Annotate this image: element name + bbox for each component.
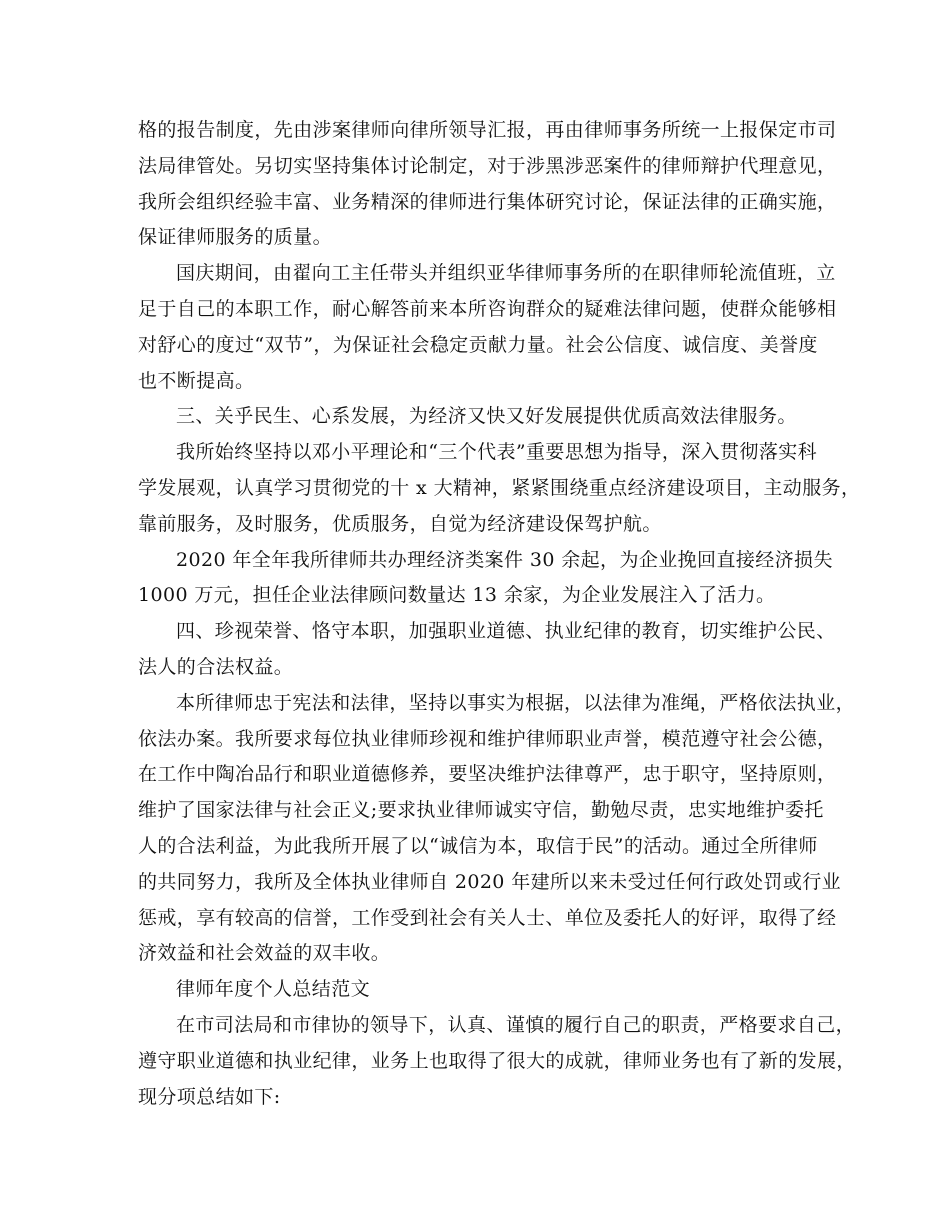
text-line: 学发展观，认真学习贯彻党的十 x 大精神，紧紧围绕重点经济建设项目，主动服务，	[138, 476, 861, 499]
text-line: 靠前服务，及时服务，优质服务，自觉为经济建设保驾护航。	[138, 512, 662, 535]
text-line: 的共同努力，我所及全体执业律师自 2020 年建所以来未受过任何行政处罚或行业	[138, 870, 842, 893]
text-line: 我所始终坚持以邓小平理论和“三个代表”重要思想为指导，深入贯彻落实科	[176, 441, 818, 464]
text-line: 本所律师忠于宪法和法律，坚持以事实为根据，以法律为准绳，严格依法执业，	[176, 691, 856, 714]
text-line: 格的报告制度，先由涉案律师向律所领导汇报，再由律师事务所统一上报保定市司	[138, 119, 837, 141]
text-line: 遵守职业道德和执业纪律，业务上也取得了很大的成就，律师业务也有了新的发展，	[138, 1049, 856, 1072]
text-line: 2020 年全年我所律师共办理经济类案件 30 余起，为企业挽回直接经济损失	[176, 548, 833, 571]
text-line: 足于自己的本职工作，耐心解答前来本所咨询群众的疑难法律问题，使群众能够相	[138, 297, 837, 320]
section-heading: 三、关乎民生、心系发展，为经济又快又好发展提供优质高效法律服务。	[176, 405, 797, 428]
text-line: 我所会组织经验丰富、业务精深的律师进行集体研究讨论，保证法律的正确实施，	[138, 190, 837, 213]
section-heading-continuation: 法人的合法权益。	[138, 655, 294, 678]
text-line: 人的合法利益，为此我所开展了以“诚信为本，取信于民”的活动。通过全所律师	[138, 834, 818, 857]
text-line: 现分项总结如下:	[138, 1085, 281, 1108]
text-line: 也不断提高。	[138, 369, 255, 392]
text-line: 法局律管处。另切实坚持集体讨论制定，对于涉黑涉恶案件的律师辩护代理意见，	[138, 154, 837, 177]
text-line: 保证律师服务的质量。	[138, 226, 333, 249]
document-body	[138, 113, 861, 1115]
text-line: 在市司法局和市律协的领导下，认真、谨慎的履行自己的职责，严格要求自己，	[176, 1013, 856, 1036]
text-line: 依法办案。我所要求每位执业律师珍视和维护律师职业声誉，模范遵守社会公德，	[138, 727, 837, 750]
text-line: 1000 万元，担任企业法律顾问数量达 13 余家，为企业发展注入了活力。	[138, 584, 776, 607]
text-line: 惩戒，享有较高的信誉，工作受到社会有关人士、单位及委托人的好评，取得了经	[138, 906, 837, 929]
text-line: 在工作中陶冶品行和职业道德修养，要坚决维护法律尊严，忠于职守，坚持原则，	[138, 763, 837, 786]
text-line: 国庆期间，由翟向工主任带头并组织亚华律师事务所的在职律师轮流值班，立	[176, 262, 836, 285]
document-title: 律师年度个人总结范文	[176, 978, 371, 1001]
section-heading: 四、珍视荣誉、恪守本职，加强职业道德、执业纪律的教育，切实维护公民、	[176, 620, 836, 643]
text-line: 对舒心的度过“双节”，为保证社会稳定贡献力量。社会公信度、诚信度、美誉度	[138, 333, 818, 356]
text-line: 济效益和社会效益的双丰收。	[138, 942, 391, 965]
text-line: 维护了国家法律与社会正义;要求执业律师诚实守信，勤勉尽责，忠实地维护委托	[138, 799, 824, 822]
